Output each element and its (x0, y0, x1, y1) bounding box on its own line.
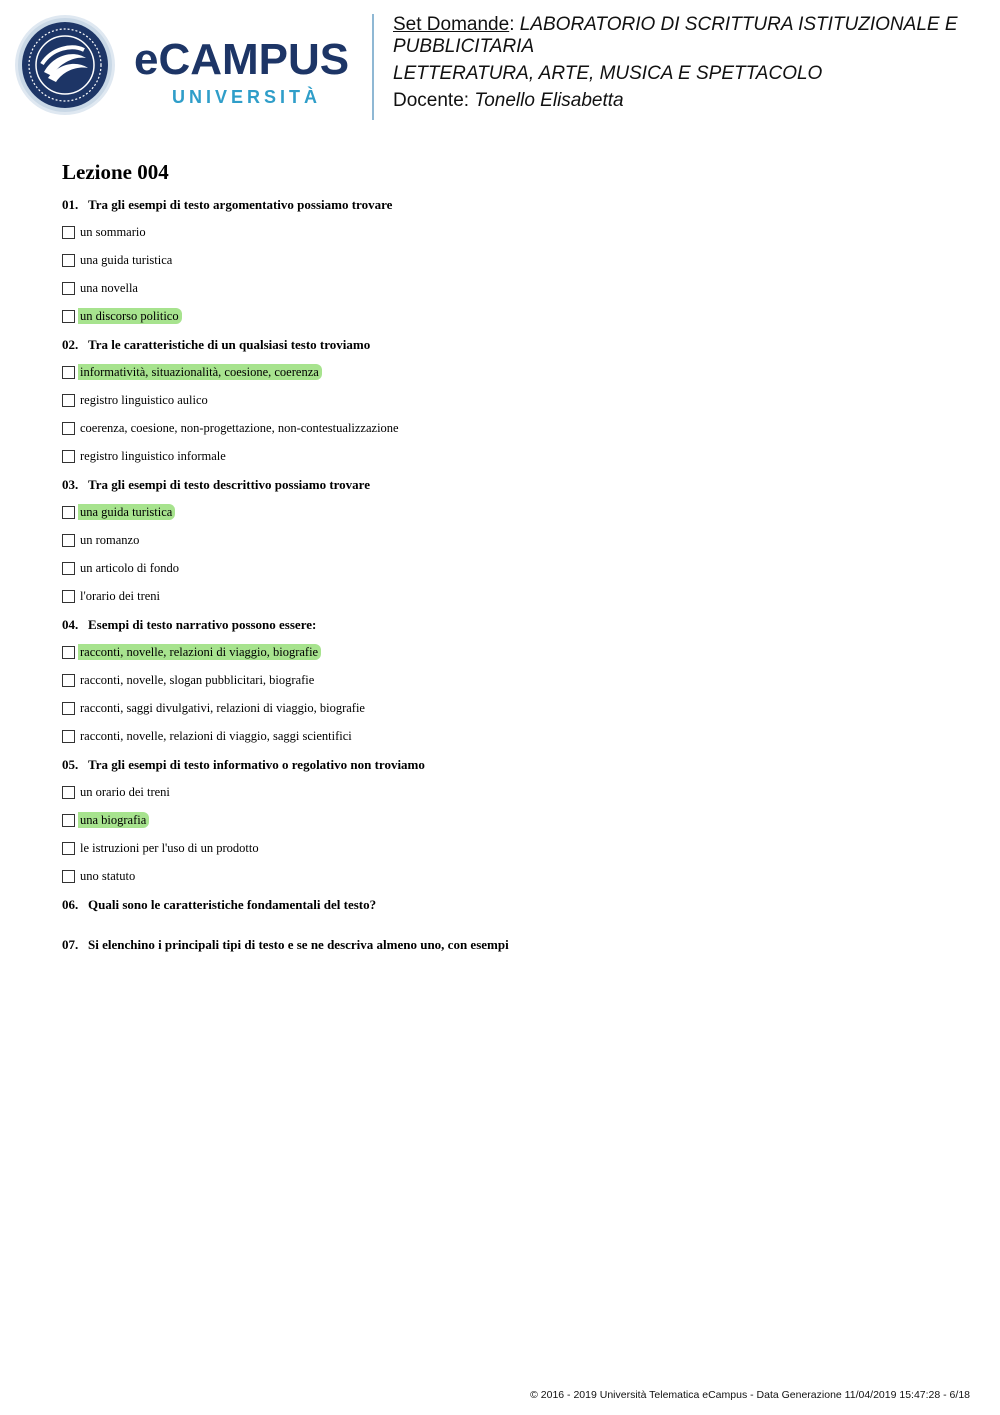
answer-text-correct: racconti, novelle, relazioni di viaggio, biografie (78, 644, 321, 660)
answer-option[interactable] (62, 672, 962, 688)
question-block (62, 477, 962, 604)
answer-text: un articolo di fondo (80, 561, 179, 575)
answer-text: l'orario dei treni (80, 589, 160, 603)
answer-option[interactable] (62, 364, 962, 380)
brand-wordmark: eCAMPUS (134, 35, 350, 84)
answer-checkbox[interactable] (62, 590, 75, 603)
question-list (62, 197, 962, 977)
answer-text: registro linguistico aulico (80, 393, 208, 407)
teacher-name: Tonello Elisabetta (474, 90, 624, 111)
answer-checkbox[interactable] (62, 282, 75, 295)
answer-checkbox[interactable] (62, 730, 75, 743)
teacher-row (393, 90, 983, 112)
answer-option[interactable] (62, 728, 962, 744)
question-block (62, 617, 962, 744)
answer-option[interactable] (62, 644, 962, 660)
answer-option[interactable] (62, 588, 962, 604)
course-title-row: Set Domande: LABORATORIO DI SCRITTURA ISTITUZIONALE E PUBBLICITARIA (393, 14, 958, 57)
question-number: 01. (62, 197, 79, 212)
course-area: LETTERATURA, ARTE, MUSICA E SPETTACOLO (393, 63, 823, 84)
answer-text-correct: informatività, situazionalità, coesione, coerenza (78, 364, 322, 380)
answer-option[interactable] (62, 868, 962, 884)
question-block (62, 757, 962, 884)
answer-checkbox[interactable] (62, 786, 75, 799)
answer-option[interactable] (62, 252, 962, 268)
answer-text: coerenza, coesione, non-progettazione, non-contestualizzazione (80, 421, 399, 435)
answer-option[interactable] (62, 224, 962, 240)
answer-text: le istruzioni per l'uso di un prodotto (80, 841, 259, 855)
question-number: 02. (62, 337, 79, 352)
answer-option[interactable] (62, 308, 962, 324)
university-seal-logo (14, 14, 116, 116)
answer-checkbox[interactable] (62, 814, 75, 827)
answer-option[interactable] (62, 448, 962, 464)
answer-option[interactable] (62, 840, 962, 856)
answer-option[interactable] (62, 420, 962, 436)
answer-checkbox[interactable] (62, 674, 75, 687)
answer-checkbox[interactable] (62, 366, 75, 379)
open-question-title (62, 897, 962, 913)
question-title (62, 617, 962, 633)
answer-option[interactable] (62, 784, 962, 800)
answer-checkbox[interactable] (62, 422, 75, 435)
answer-text: una guida turistica (80, 253, 173, 267)
question-title (62, 197, 962, 213)
answer-text: una novella (80, 281, 138, 295)
answer-checkbox[interactable] (62, 534, 75, 547)
answer-text-correct: una biografia (78, 812, 149, 828)
answer-checkbox[interactable] (62, 394, 75, 407)
answer-checkbox[interactable] (62, 842, 75, 855)
answer-option[interactable] (62, 812, 962, 828)
answer-option[interactable] (62, 392, 962, 408)
header-divider (372, 14, 374, 120)
page-header (0, 0, 1000, 130)
answer-option[interactable] (62, 280, 962, 296)
open-question-title (62, 937, 962, 953)
answer-checkbox[interactable] (62, 450, 75, 463)
answer-checkbox[interactable] (62, 226, 75, 239)
question-text: Tra gli esempi di testo argomentativo possiamo trovare (88, 197, 393, 212)
course-info (393, 14, 983, 117)
question-block (62, 337, 962, 464)
answer-text: un sommario (80, 225, 146, 239)
answer-checkbox[interactable] (62, 702, 75, 715)
question-text: Tra gli esempi di testo informativo o regolativo non troviamo (88, 757, 425, 772)
answer-option[interactable] (62, 700, 962, 716)
answer-text-correct: una guida turistica (78, 504, 175, 520)
answer-text: un orario dei treni (80, 785, 170, 799)
answer-option[interactable] (62, 560, 962, 576)
page-footer: © 2016 - 2019 Università Telematica eCampus - Data Generazione 11/04/2019 15:47:28 - 6/18 (530, 1389, 970, 1401)
teacher-label: Docente: (393, 90, 475, 111)
answer-text: racconti, novelle, slogan pubblicitari, biografie (80, 673, 315, 687)
question-number: 04. (62, 617, 79, 632)
answer-text: registro linguistico informale (80, 449, 226, 463)
answer-option[interactable] (62, 532, 962, 548)
question-text: Tra le caratteristiche di un qualsiasi testo troviamo (88, 337, 371, 352)
question-number: 05. (62, 757, 79, 772)
answer-option[interactable] (62, 504, 962, 520)
question-number: 07. (62, 937, 79, 952)
answer-text-correct: un discorso politico (78, 308, 182, 324)
brand-subtitle: UNIVERSITÀ (172, 87, 322, 107)
answer-checkbox[interactable] (62, 646, 75, 659)
question-text: Quali sono le caratteristiche fondamentali del testo? (88, 897, 377, 912)
question-text: Si elenchino i principali tipi di testo e se ne descriva almeno uno, con esempi (88, 937, 509, 952)
answer-checkbox[interactable] (62, 310, 75, 323)
course-title: LABORATORIO DI SCRITTURA ISTITUZIONALE E PUBBLICITARIA (393, 14, 958, 57)
question-text: Tra gli esempi di testo descrittivo possiamo trovare (88, 477, 370, 492)
answer-text: un romanzo (80, 533, 140, 547)
answer-text: uno statuto (80, 869, 136, 883)
question-text: Esempi di testo narrativo possono essere: (88, 617, 317, 632)
answer-checkbox[interactable] (62, 562, 75, 575)
lesson-title: Lezione 004 (62, 160, 169, 184)
question-number: 06. (62, 897, 79, 912)
answer-checkbox[interactable] (62, 870, 75, 883)
answer-text: racconti, novelle, relazioni di viaggio, saggi scientifici (80, 729, 352, 743)
answer-text: racconti, saggi divulgativi, relazioni di viaggio, biografie (80, 701, 365, 715)
answer-checkbox[interactable] (62, 254, 75, 267)
question-title (62, 337, 962, 353)
answer-checkbox[interactable] (62, 506, 75, 519)
question-title (62, 757, 962, 773)
question-title (62, 477, 962, 493)
set-label: Set Domande (393, 14, 510, 35)
question-block (62, 197, 962, 324)
question-number: 03. (62, 477, 79, 492)
